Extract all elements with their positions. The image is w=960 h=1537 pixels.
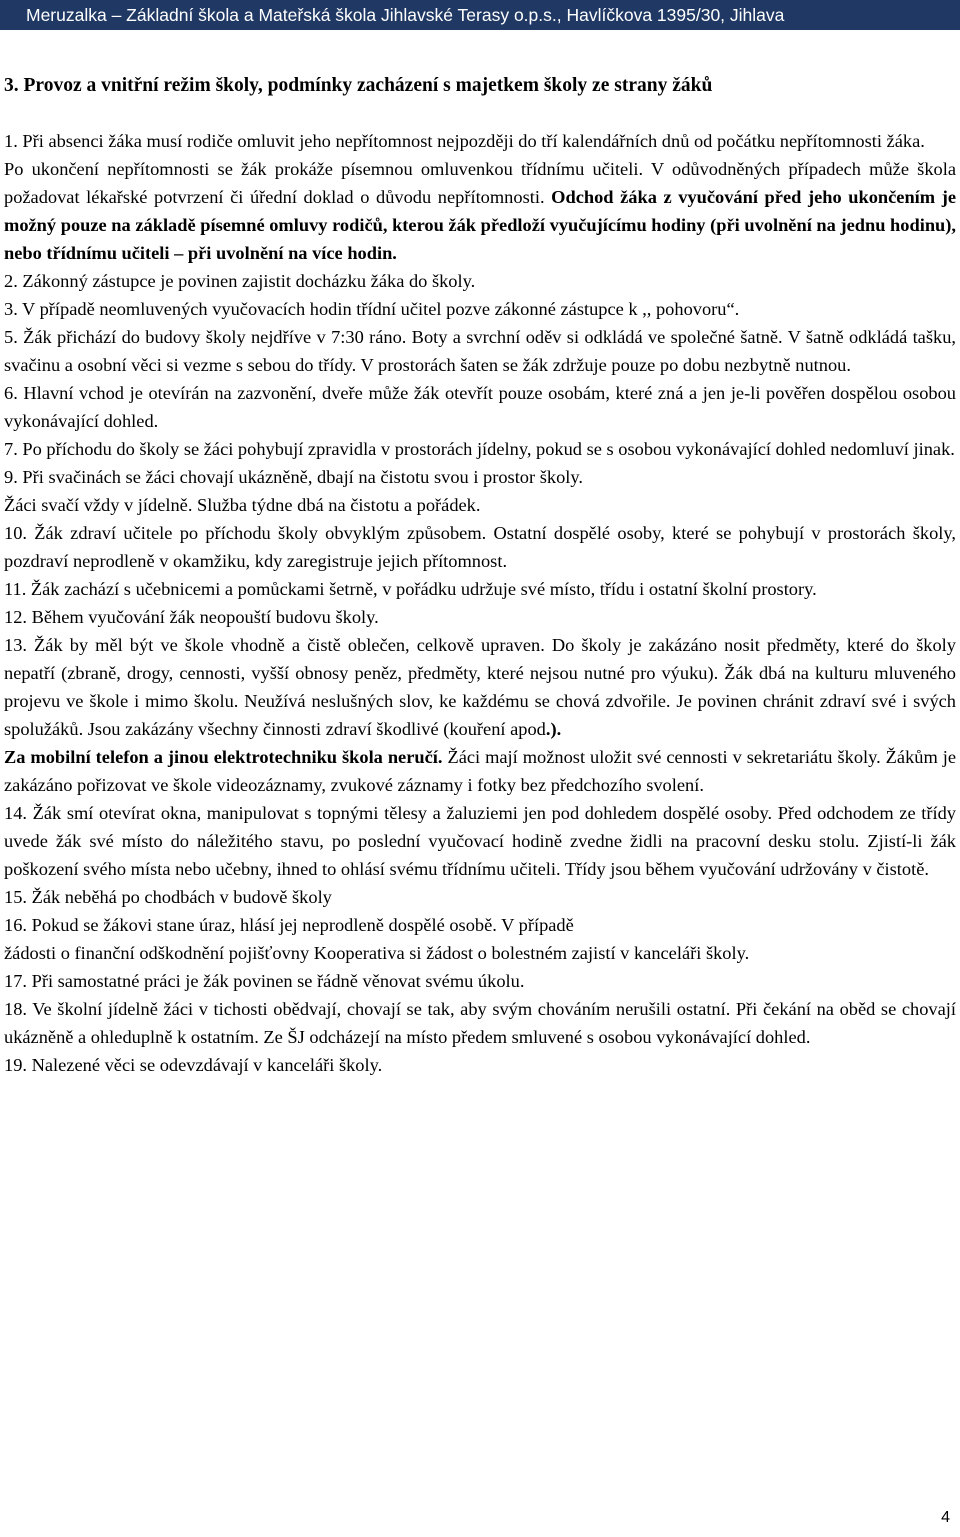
paragraph-1b-text: Po ukončení nepřítomnosti se žák prokáže písemnou omluvenkou třídnímu učiteli. V odůvodněných případech může škola požadovat lékařské potvrzení či úřední doklad o důvodu nepřítomnosti.	[4, 159, 956, 207]
paragraph-1-continued	[4, 155, 956, 267]
paragraph-13-bold-punct: .).	[545, 719, 562, 739]
paragraph-9: 9. Při svačinách se žáci chovají ukázněně, dbají na čistotu svou i prostor školy.	[4, 467, 583, 487]
paragraph-13-text: 13. Žák by měl být ve škole vhodně a čistě oblečen, celkově upraven. Do školy je zakázáno nosit předměty, které do školy nepatří (zbraně, drogy, cennosti, vyšší obnosy peněz, předměty, které nejsou nutné pro výuku). Žák dbá na kulturu mluveného projevu ve škole i mimo školu. Neužívá neslušných slov, ke každému se chová zdvořile. Je povinen chránit zdraví své i svých spolužáků. Jsou zakázány všechny činnosti zdraví škodlivé (kouření apod	[4, 635, 956, 739]
paragraph-6: 6. Hlavní vchod je otevírán na zazvonění, dveře může žák otevřít pouze osobám, které zná a jen je-li pověřen dospělou osobou vykonávající dohled.	[4, 383, 956, 431]
paragraph-3: 3. V případě neomluvených vyučovacích hodin třídní učitel pozve zákonné zástupce k ,, pohovoru“.	[4, 299, 740, 319]
document-body	[4, 127, 956, 1079]
paragraph-12: 12. Během vyučování žák neopouští budovu školy.	[4, 607, 379, 627]
paragraph-7: 7. Po příchodu do školy se žáci pohybují zpravidla v prostorách jídelny, pokud se s osobou vykonávající dohled nedomluví jinak.	[4, 439, 955, 459]
paragraph-2: 2. Zákonný zástupce je povinen zajistit docházku žáka do školy.	[4, 271, 476, 291]
page-number: 4	[941, 1509, 950, 1526]
paragraph-19: 19. Nalezené věci se odevzdávají v kanceláři školy.	[4, 1055, 383, 1075]
paragraph-13-tail-text: Žáci mají možnost uložit své cennosti v sekretariátu školy. Žákům je zakázáno pořizovat ve škole videozáznamy, zvukové záznamy i fotky bez předchozího svolení.	[4, 747, 957, 795]
paragraph-1-text: 1. Při absenci žáka musí rodiče omluvit jeho nepřítomnost nejpozději do tří kalendářních dnů od počátku nepřítomnosti žáka.	[4, 131, 925, 151]
paragraph-1-bold-text: Odchod žáka z vyučování před jeho ukončením je možný pouze na základě písemné omluvy rodičů, kterou žák předloží vyučujícímu hodiny (při uvolnění na jednu hodinu), nebo třídnímu učiteli – při uvolnění na více hodin.	[4, 187, 957, 263]
paragraph-17: 17. Při samostatné práci je žák povinen se řádně věnovat svému úkolu.	[4, 971, 525, 991]
paragraph-9-continued: Žáci svačí vždy v jídelně. Služba týdne dbá na čistotu a pořádek.	[4, 495, 481, 515]
page-header	[0, 0, 960, 30]
paragraph-5: 5. Žák přichází do budovy školy nejdříve v 7:30 ráno. Boty a svrchní oděv si odkládá ve společné šatně. V šatně odkládá tašku, svačinu a osobní věci si vezme s sebou do třídy. V prostorách šaten se žák zdržuje pouze po dobu nezbytně nutnou.	[4, 327, 956, 375]
paragraph-13	[4, 631, 956, 799]
paragraph-16: 16. Pokud se žákovi stane úraz, hlásí jej neprodleně dospělé osobě. V případě	[4, 915, 574, 935]
paragraph-13-bold-text: Za mobilní telefon a jinou elektrotechniku škola neručí.	[4, 747, 443, 767]
paragraph-16-continued: žádosti o finanční odškodnění pojišťovny Kooperativa si žádost o bolestném zajistí v kanceláři školy.	[4, 943, 750, 963]
paragraph-15: 15. Žák neběhá po chodbách v budově školy	[4, 887, 332, 907]
paragraph-1	[4, 127, 956, 155]
header-text: Meruzalka – Základní škola a Mateřská škola Jihlavské Terasy o.p.s., Havlíčkova 1395/30, Jihlava	[26, 5, 785, 25]
paragraph-11: 11. Žák zachází s učebnicemi a pomůckami šetrně, v pořádku udržuje své místo, třídu i ostatní školní prostory.	[4, 579, 817, 599]
paragraph-10: 10. Žák zdraví učitele po příchodu školy obvyklým způsobem. Ostatní dospělé osoby, které se pohybují v prostorách školy, pozdraví neprodleně v okamžiku, kdy zaregistruje jejich přítomnost.	[4, 523, 956, 571]
section-title: 3. Provoz a vnitřní režim školy, podmínky zacházení s majetkem školy ze strany žáků	[4, 75, 713, 96]
paragraph-18: 18. Ve školní jídelně žáci v tichosti obědvají, chovají se tak, aby svým chováním nerušili ostatní. Při čekání na oběd se chovají ukázněně a ohleduplně k ostatním. Ze ŠJ odcházejí na místo předem smluvené s osobou vykonávající dohled.	[4, 999, 956, 1047]
paragraph-14: 14. Žák smí otevírat okna, manipulovat s topnými tělesy a žaluziemi jen pod dohledem dospělé osoby. Před odchodem ze třídy uvede žák své místo do náležitého stavu, po poslední vyučovací hodině zvedne židli na pracovní desku stolu. Zjistí-li žák poškození svého místa nebo učebny, ihned to ohlásí svému třídnímu učiteli. Třídy jsou během vyučování udržovány v čistotě.	[4, 803, 956, 879]
